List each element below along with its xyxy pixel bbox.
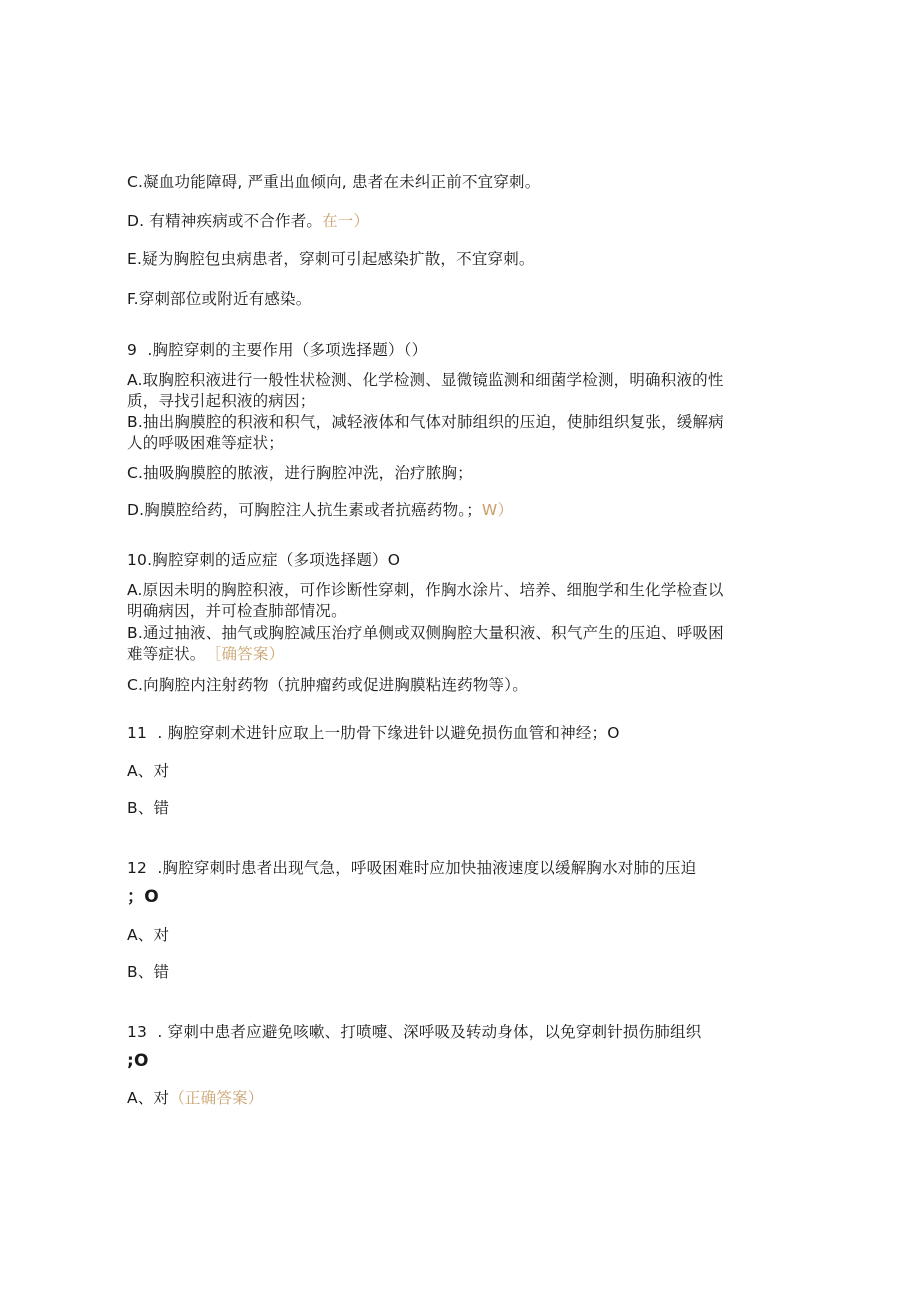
q10-option-b-line1: B.通过抽液、抽气或胸腔减压治疗单侧或双侧胸腔大量积液、积气产生的压迫、呼吸困 <box>127 624 724 642</box>
option-e-echinococcosis: E.疑为胸腔包虫病患者，穿刺可引起感染扩散，不宜穿刺。 <box>127 250 535 268</box>
option-f-infection: F.穿刺部位或附近有感染。 <box>127 290 312 308</box>
q9-option-b-line2: 人的呼吸困难等症状； <box>127 434 285 452</box>
q10-option-a-line2: 明确病因，并可检查肺部情况。 <box>127 602 347 620</box>
q9-option-d: D.胸膜腔给药，可胸腔注人抗生素或者抗癌药物。；W） <box>127 501 514 519</box>
answer-mark: 在一） <box>322 212 370 230</box>
question-10-title: 10.胸腔穿刺的适应症（多项选择题）O <box>127 551 401 569</box>
answer-mark: W） <box>481 501 514 519</box>
q12-title-tail: ；O <box>127 887 159 907</box>
question-13-title: 13 . 穿刺中患者应避免咳嗽、打喷嚏、深呼吸及转动身体，以免穿刺针损伤肺组织 <box>127 1023 702 1041</box>
q10-option-c: C.向胸腔内注射药物（抗肿瘤药或促进胸膜粘连药物等）。 <box>127 676 528 694</box>
q9-option-c: C.抽吸胸膜腔的脓液，进行胸腔冲洗，治疗脓胸； <box>127 464 473 482</box>
question-12-title: 12 .胸腔穿刺时患者出现气急，呼吸困难时应加快抽液速度以缓解胸水对肺的压迫 <box>127 859 697 877</box>
q9-option-b-line1: B.抽出胸膜腔的积液和积气，减轻液体和气体对肺组织的压迫，使肺组织复张，缓解病 <box>127 413 724 431</box>
q12-option-a: A、对 <box>127 926 170 944</box>
question-9-title: 9 .胸腔穿刺的主要作用（多项选择题）（） <box>127 341 428 359</box>
q13-option-a: A、对（正确答案） <box>127 1089 264 1107</box>
answer-mark: （正确答案） <box>169 1089 264 1107</box>
q9-option-a-line2: 质，寻找引起积液的病因； <box>127 392 316 410</box>
q13-title-tail: ;O <box>127 1051 149 1071</box>
question-11-title: 11 . 胸腔穿刺术进针应取上一肋骨下缘进针以避免损伤血管和神经；O <box>127 724 620 742</box>
option-c-coagulation: C.凝血功能障碍, 严重出血倾向, 患者在未纠正前不宜穿刺。 <box>127 173 541 191</box>
q11-option-b: B、错 <box>127 799 170 817</box>
q12-option-b: B、错 <box>127 963 170 981</box>
option-d-mental: D. 有精神疾病或不合作者。在一） <box>127 212 370 230</box>
answer-mark: ［确答案） <box>213 645 285 663</box>
q9-option-a-line1: A.取胸腔积液进行一般性状检测、化学检测、显微镜监测和细菌学检测，明确积液的性 <box>127 371 724 389</box>
q10-option-b-line2: 难等症状。 ［确答案） <box>127 645 285 663</box>
q11-option-a: A、对 <box>127 762 170 780</box>
q10-option-a-line1: A.原因未明的胸腔积液，可作诊断性穿刺，作胸水涂片、培养、细胞学和生化学检查以 <box>127 581 724 599</box>
